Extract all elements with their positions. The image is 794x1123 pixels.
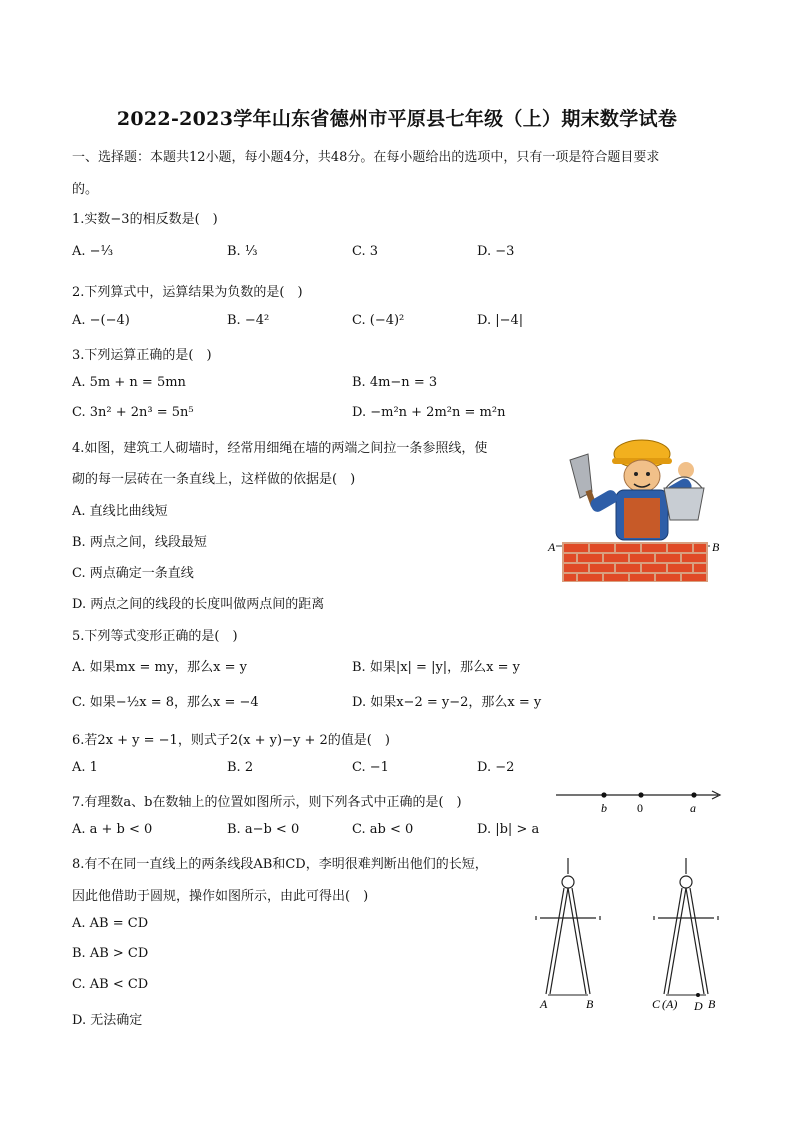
question-4-option-c: C. 两点确定一条直线 <box>72 566 194 581</box>
question-8-option-c: C. AB < CD <box>72 977 149 992</box>
option-c: C. 3 <box>352 244 379 259</box>
option-c: C. 3n² + 2n³ = 5n⁵ <box>72 405 194 420</box>
option-b: B. 2 <box>227 760 254 775</box>
question-7-stem: 7.有理数a、b在数轴上的位置如图所示，则下列各式中正确的是( ) <box>72 795 462 810</box>
option-b: B. 4m−n = 3 <box>352 375 438 390</box>
question-1-stem: 1.实数−3的相反数是( ) <box>72 212 218 227</box>
question-4-stem-line1: 4.如图，建筑工人砌墙时，经常用细绳在墙的两端之间拉一条参照线，使 <box>72 441 488 456</box>
question-8-stem-line2: 因此他借助于圆规，操作如图所示，由此可得出( ) <box>72 889 369 904</box>
label-a-paren: (A) <box>662 997 678 1011</box>
question-1-options <box>72 244 592 262</box>
option-d: D. 如果x−2 = y−2，那么x = y <box>352 695 542 710</box>
label-zero: 0 <box>637 801 643 815</box>
option-d: D. |−4| <box>477 313 524 328</box>
label-d: D <box>694 999 703 1012</box>
label-a: a <box>690 801 696 815</box>
question-2-stem: 2.下列算式中，运算结果为负数的是( ) <box>72 285 303 300</box>
compass-figure <box>532 852 732 1012</box>
compass-right-icon <box>654 858 718 994</box>
label-b: B <box>586 997 594 1011</box>
point-d <box>696 993 700 997</box>
question-5-options-row1 <box>72 656 592 674</box>
question-4-option-b: B. 两点之间，线段最短 <box>72 535 207 550</box>
number-line-figure <box>552 786 728 816</box>
point-zero <box>638 792 643 797</box>
section1-heading-line2: 的。 <box>72 182 99 197</box>
question-8-option-a: A. AB = CD <box>72 916 149 931</box>
question-4-stem-line2: 砌的每一层砖在一条直线上，这样做的依据是( ) <box>72 472 356 487</box>
bricklayer-figure <box>540 432 730 584</box>
question-5-options-row2 <box>72 691 592 709</box>
question-2-options <box>72 313 592 331</box>
label-b-right: B <box>708 997 716 1011</box>
question-3-stem: 3.下列运算正确的是( ) <box>72 348 212 363</box>
option-c: C. ab < 0 <box>352 822 414 837</box>
label-c: C <box>652 997 661 1011</box>
question-7-options <box>72 822 592 840</box>
label-a: A <box>540 997 548 1011</box>
option-a: A. 5m + n = 5mn <box>72 375 186 390</box>
option-c: C. −1 <box>352 760 389 775</box>
option-a: A. 如果mx = my，那么x = y <box>72 660 247 675</box>
question-4-option-d: D. 两点之间的线段的长度叫做两点间的距离 <box>72 597 325 612</box>
question-8-stem-line1: 8.有不在同一直线上的两条线段AB和CD，李明很难判断出他们的长短， <box>72 857 488 872</box>
question-3-options-row2 <box>72 405 592 423</box>
option-a: A. 1 <box>72 760 98 775</box>
question-5-stem: 5.下列等式变形正确的是( ) <box>72 629 238 644</box>
point-b <box>601 792 606 797</box>
option-b: B. ⅓ <box>227 244 258 259</box>
brick-wall <box>562 542 708 582</box>
option-d: D. −3 <box>477 244 515 259</box>
question-8-option-d: D. 无法确定 <box>72 1013 143 1028</box>
section1-heading-line1: 一、选择题：本题共12小题，每小题4分，共48分。在每小题给出的选项中，只有一项是符合题目要求 <box>72 150 660 165</box>
option-a: A. −(−4) <box>72 313 130 328</box>
bucket-icon <box>664 488 704 520</box>
point-a <box>691 792 696 797</box>
label-b: b <box>601 801 607 815</box>
question-6-stem: 6.若2x + y = −1，则式子2(x + y)−y + 2的值是( ) <box>72 733 390 748</box>
option-c: C. 如果−½x = 8，那么x = −4 <box>72 695 259 710</box>
option-b: B. −4² <box>227 313 270 328</box>
label-a: A <box>548 540 556 554</box>
option-a: A. −⅓ <box>72 244 114 259</box>
question-8-option-b: B. AB > CD <box>72 946 149 961</box>
question-6-options <box>72 760 592 778</box>
label-b: B <box>712 540 720 554</box>
option-a: A. a + b < 0 <box>72 822 153 837</box>
question-3-options-row1 <box>72 375 592 393</box>
compass-left-icon <box>536 858 600 994</box>
option-b: B. a−b < 0 <box>227 822 300 837</box>
option-d: D. −m²n + 2m²n = m²n <box>352 405 506 420</box>
exam-title: 2022-2023学年山东省德州市平原县七年级（上）期末数学试卷 <box>116 108 678 130</box>
option-d: D. −2 <box>477 760 515 775</box>
question-4-option-a: A. 直线比曲线短 <box>72 504 168 519</box>
option-c: C. (−4)² <box>352 313 405 328</box>
option-b: B. 如果|x| = |y|，那么x = y <box>352 660 521 675</box>
option-d: D. |b| > a <box>477 822 540 837</box>
